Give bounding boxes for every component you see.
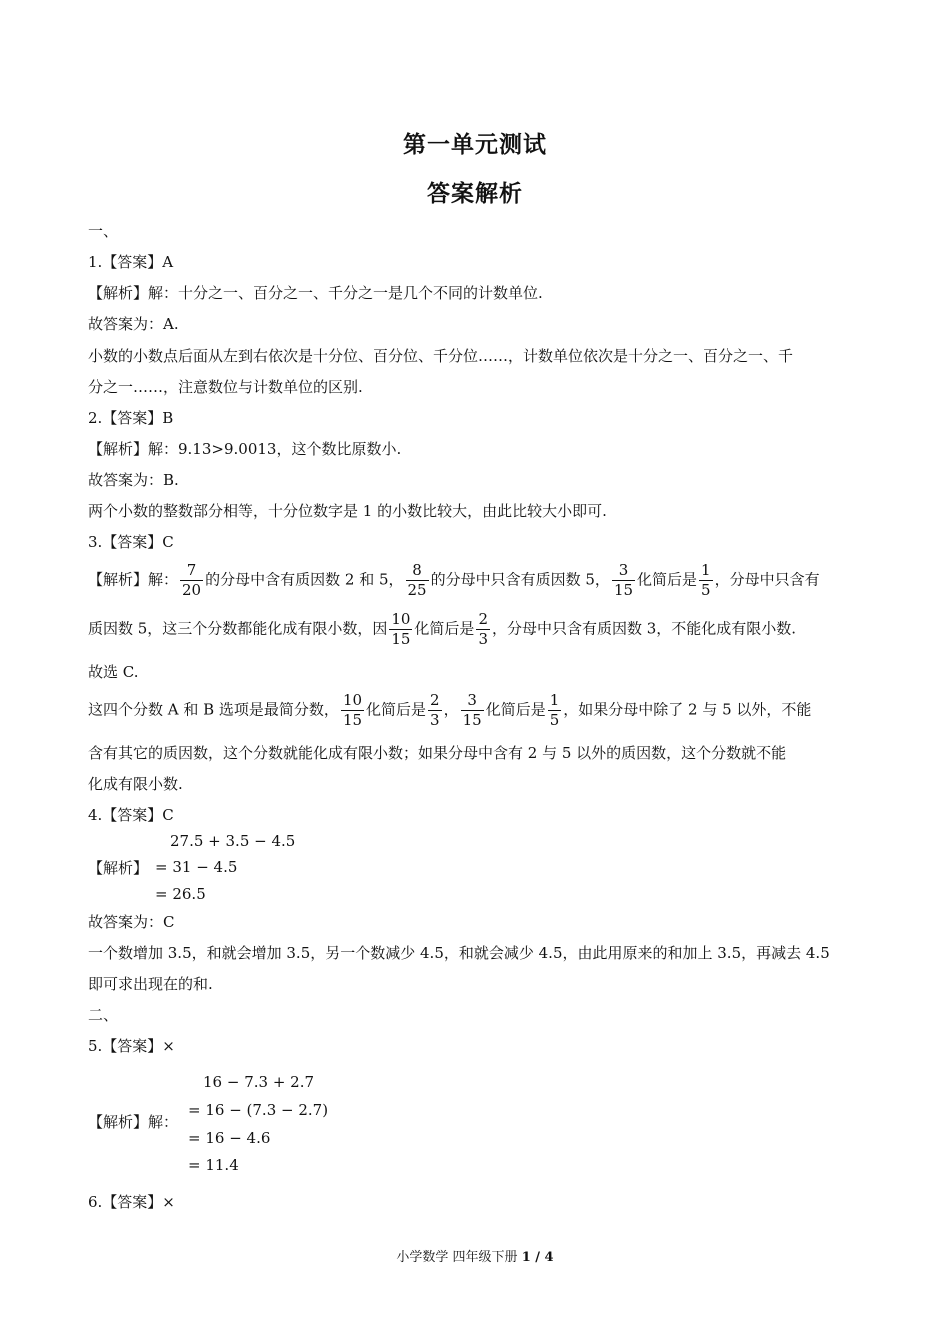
numerator: 8: [406, 561, 429, 581]
page-number: 1 / 4: [521, 1250, 554, 1265]
numerator: 3: [612, 561, 635, 581]
q4-calc-line1: 27.5 + 3.5 − 4.5: [170, 832, 296, 850]
q5-answer: 5.【答案】×: [88, 1037, 175, 1055]
denominator: 20: [182, 581, 202, 599]
q3-result: 故选 C.: [88, 663, 139, 681]
numerator: 1: [549, 691, 560, 709]
q4-calc-line3: = 26.5: [155, 885, 206, 903]
q1-analysis: 【解析】解：十分之一、百分之一、千分之一是几个不同的计数单位.: [88, 284, 543, 302]
fraction: [389, 610, 412, 649]
fraction: [180, 561, 203, 600]
denominator: 5: [549, 711, 560, 729]
fraction: [548, 691, 562, 730]
q2-answer: 2.【答案】B: [88, 409, 174, 427]
text-segment: ，如果分母中除了 2 与 5 以外，不能: [563, 700, 812, 719]
numerator: 7: [180, 561, 203, 581]
q3-analysis-line2: [88, 610, 796, 649]
q4-calc-line2: = 31 − 4.5: [155, 858, 238, 876]
fraction: [406, 561, 429, 600]
fraction: [428, 691, 442, 730]
q5-calc-line1: 16 − 7.3 + 2.7: [203, 1073, 315, 1091]
page-footer: [0, 1246, 950, 1265]
numerator: 2: [430, 691, 440, 709]
text-segment: ，: [443, 700, 459, 719]
footer-text: 小学数学 四年级下册: [396, 1250, 522, 1265]
q5-calc-line2: = 16 − (7.3 − 2.7): [188, 1101, 329, 1119]
text-segment: ，分母中只含有质因数 3，不能化成有限小数.: [491, 619, 797, 638]
q2-result: 故答案为：B.: [88, 471, 179, 489]
fraction: [341, 691, 364, 730]
q1-answer: 1.【答案】A: [88, 253, 174, 271]
fraction: [476, 610, 490, 649]
fraction: [699, 561, 713, 600]
numerator: 1: [701, 561, 711, 579]
q3-note-line3: 化成有限小数.: [88, 775, 183, 793]
denominator: 3: [430, 711, 440, 729]
q5-calc-line3: = 16 − 4.6: [188, 1129, 271, 1147]
numerator: 10: [391, 610, 411, 628]
denominator: 15: [391, 630, 411, 648]
text-segment: 的分母中只含有质因数 5，: [430, 570, 610, 589]
q2-analysis: 【解析】解：9.13>9.0013，这个数比原数小.: [88, 440, 402, 458]
section-1-heading: 一、: [88, 222, 119, 240]
page-title: 第一单元测试: [403, 131, 547, 158]
text-segment: 化简后是: [366, 700, 427, 719]
q3-answer: 3.【答案】C: [88, 533, 174, 551]
q6-answer: 6.【答案】×: [88, 1193, 175, 1211]
denominator: 15: [613, 581, 634, 599]
q3-analysis-line1: [88, 561, 820, 600]
fraction: [461, 691, 484, 730]
denominator: 25: [407, 581, 427, 599]
numerator: 3: [461, 691, 484, 711]
q1-note-line1: 小数的小数点后面从左到右依次是十分位、百分位、千分位……，计数单位依次是十分之一、百分之一、千: [88, 347, 794, 365]
denominator: 3: [478, 630, 488, 648]
text-segment: 质因数 5，这三个分数都能化成有限小数，因: [88, 619, 388, 638]
text-segment: 化简后是: [485, 700, 546, 719]
q1-note-line2: 分之一……，注意数位与计数单位的区别.: [88, 378, 363, 396]
q2-note: 两个小数的整数部分相等，十分位数字是 1 的小数比较大，由此比较大小即可.: [88, 502, 607, 520]
q4-note-line2: 即可求出现在的和.: [88, 975, 213, 993]
fraction: [612, 561, 635, 600]
q4-result: 故答案为：C: [88, 913, 175, 931]
text-segment: 这四个分数 A 和 B 选项是最简分数，: [88, 700, 339, 719]
q4-analysis-label: 【解析】: [88, 859, 149, 877]
q5-calc-line4: = 11.4: [188, 1156, 239, 1174]
q3-note-line2: 含有其它的质因数，这个分数就能化成有限小数；如果分母中含有 2 与 5 以外的质因数，这个分数就不能: [88, 744, 787, 762]
text-segment: 化简后是: [414, 619, 475, 638]
section-2-heading: 二、: [88, 1006, 119, 1024]
text-segment: ，分母中只含有: [714, 570, 820, 589]
denominator: 5: [701, 581, 711, 599]
page-subtitle: 答案解析: [427, 180, 523, 207]
text-segment: 的分母中含有质因数 2 和 5，: [205, 570, 404, 589]
q3-note-line1: [88, 691, 811, 730]
text-segment: 化简后是: [637, 570, 698, 589]
q1-result: 故答案为：A.: [88, 315, 179, 333]
denominator: 15: [342, 711, 363, 729]
q4-answer: 4.【答案】C: [88, 806, 174, 824]
denominator: 15: [462, 711, 482, 729]
text-segment: 【解析】解：: [88, 570, 179, 589]
numerator: 2: [478, 610, 488, 628]
numerator: 10: [342, 691, 363, 709]
q5-analysis-label: 【解析】解：: [88, 1113, 179, 1131]
q4-note-line1: 一个数增加 3.5，和就会增加 3.5，另一个数减少 4.5，和就会减少 4.5，由此用原来的和加上 3.5，再减去 4.5: [88, 944, 830, 962]
